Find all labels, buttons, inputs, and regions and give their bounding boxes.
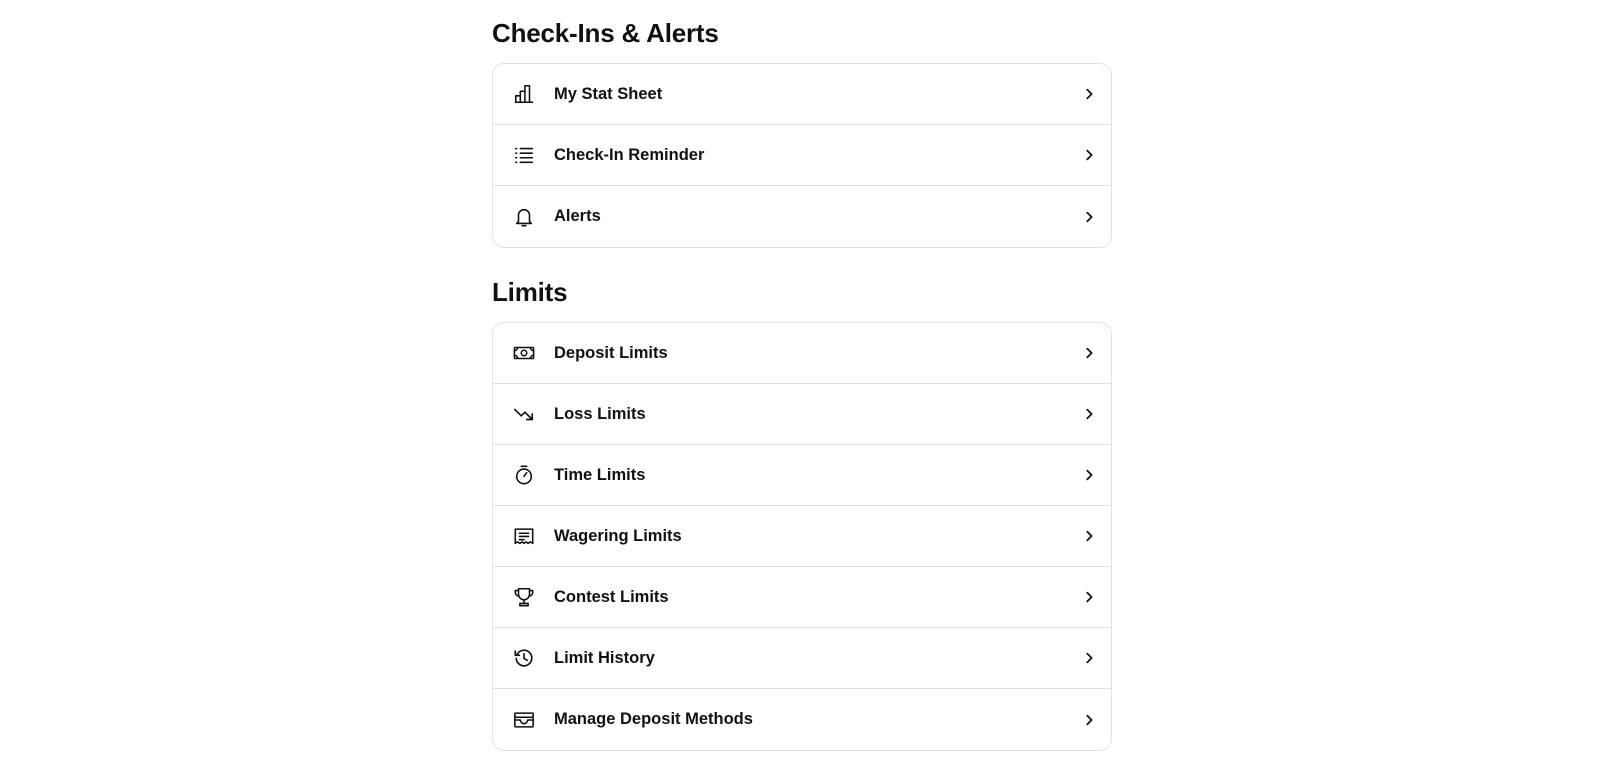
- menu-item-time-limits[interactable]: [493, 445, 1111, 506]
- chevron-right-icon: [1081, 467, 1097, 483]
- chevron-right-icon: [1081, 712, 1097, 728]
- chevron-right-icon: [1081, 147, 1097, 163]
- chevron-right-icon: [1081, 86, 1097, 102]
- bell-icon: [513, 206, 535, 228]
- stopwatch-icon: [513, 464, 535, 486]
- trend-down-icon: [513, 403, 535, 425]
- history-icon: [513, 647, 535, 669]
- menu-item-label: Manage Deposit Methods: [554, 710, 753, 728]
- menu-item-label: Wagering Limits: [554, 526, 682, 545]
- money-icon: [513, 342, 535, 364]
- menu-item-wagering-limits[interactable]: [493, 506, 1111, 567]
- chevron-right-icon: [1081, 406, 1097, 422]
- menu-item-label: Contest Limits: [554, 587, 669, 606]
- chevron-right-icon: [1081, 345, 1097, 361]
- checkins-alerts-card: [492, 63, 1112, 248]
- chevron-right-icon: [1081, 528, 1097, 544]
- menu-item-label: My Stat Sheet: [554, 84, 663, 103]
- menu-item-alerts[interactable]: [493, 186, 1111, 247]
- list-icon: [513, 144, 535, 166]
- menu-item-label: Alerts: [554, 207, 601, 225]
- menu-item-label: Limit History: [554, 648, 655, 667]
- chevron-right-icon: [1081, 589, 1097, 605]
- chevron-right-icon: [1081, 650, 1097, 666]
- trophy-icon: [513, 586, 535, 608]
- menu-item-label: Time Limits: [554, 465, 646, 484]
- section-title-checkins-alerts: Check-Ins & Alerts: [492, 18, 719, 48]
- menu-item-manage-deposit-methods[interactable]: [493, 689, 1111, 750]
- chevron-right-icon: [1081, 209, 1097, 225]
- bar-chart-icon: [513, 83, 535, 105]
- settings-column: [492, 0, 1112, 751]
- limits-card: [492, 322, 1112, 751]
- wallet-icon: [513, 709, 535, 731]
- menu-item-limit-history[interactable]: [493, 628, 1111, 689]
- menu-item-deposit-limits[interactable]: [493, 323, 1111, 384]
- menu-item-label: Deposit Limits: [554, 343, 668, 362]
- section-title-limits: Limits: [492, 277, 568, 307]
- menu-item-label: Check-In Reminder: [554, 145, 705, 164]
- menu-item-my-stat-sheet[interactable]: [493, 64, 1111, 125]
- menu-item-check-in-reminder[interactable]: [493, 125, 1111, 186]
- menu-item-label: Loss Limits: [554, 404, 646, 423]
- menu-item-loss-limits[interactable]: [493, 384, 1111, 445]
- receipt-icon: [513, 525, 535, 547]
- menu-item-contest-limits[interactable]: [493, 567, 1111, 628]
